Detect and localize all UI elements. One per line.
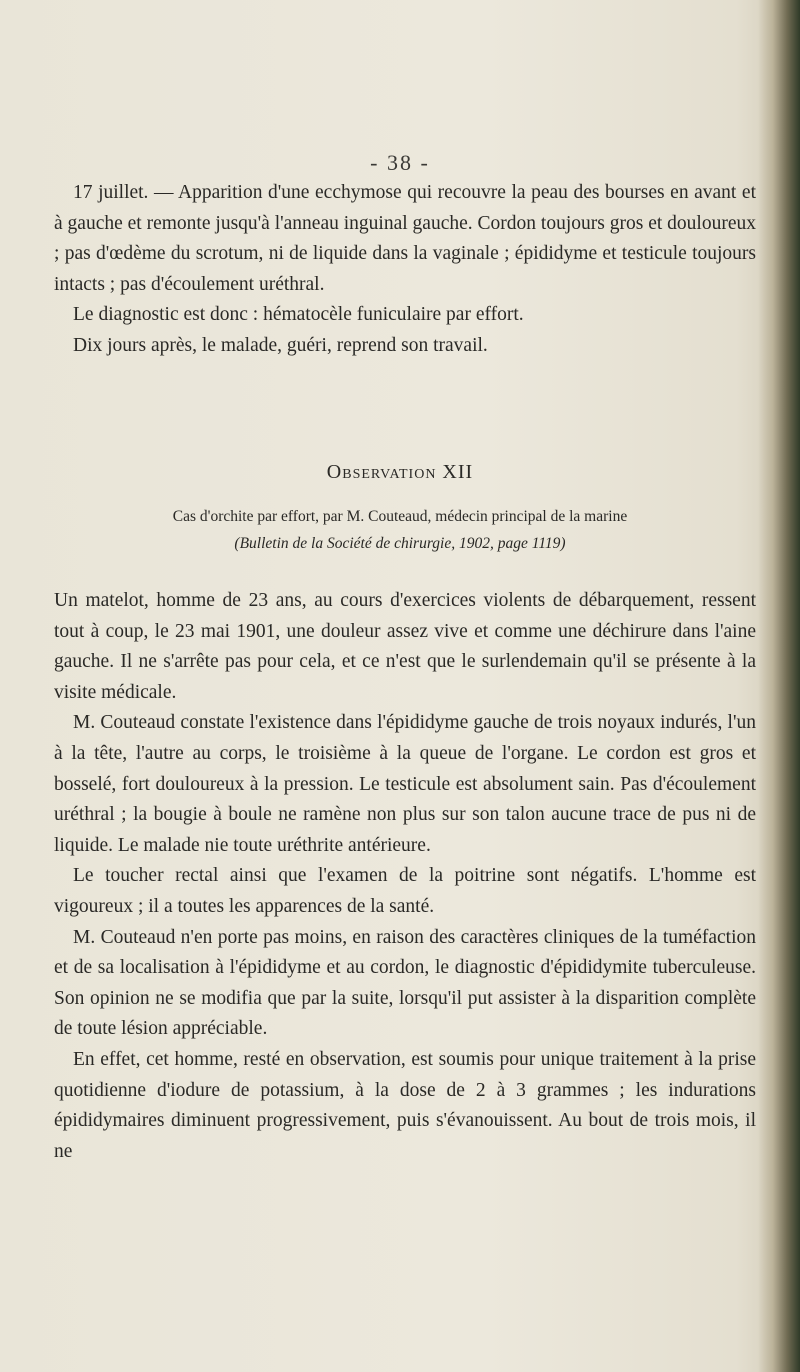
intro-text bbox=[54, 178, 756, 362]
body-paragraph: Un matelot, homme de 23 ans, au cours d'exercices violents de débarquement, ressent tout à coup, le 23 mai 1901, une douleur assez vive et comme une déchirure dans l'aine gauche. Il ne s'arrête pas pour cela, et ce n'est que le surlendemain qu'il se présente à la visite médicale. bbox=[54, 590, 756, 703]
intro-paragraph: Dix jours après, le malade, guéri, reprend son travail. bbox=[73, 334, 488, 356]
observation-reference: (Bulletin de la Société de chirurgie, 1902, page 1119) bbox=[234, 535, 566, 552]
body-paragraph: M. Couteaud n'en porte pas moins, en raison des caractères cliniques de la tuméfaction et de sa localisation à l'épididyme et au cordon, le diagnostic d'épididymite tuberculeuse. Son opinion ne se modifia que par la suite, lorsqu'il put assister à la disparition complète de toute lésion appréciable. bbox=[54, 926, 756, 1040]
page-number: - 38 - bbox=[370, 150, 430, 175]
body-paragraph: M. Couteaud constate l'existence dans l'épididyme gauche de trois noyaux indurés, l'un à la tête, l'autre au corps, le troisième à la queue de l'organe. Le cordon est gros et bosselé, fort douloureux à la pression. Le testicule est absolument sain. Pas d'écoulement uréthral ; la bougie à boule ne ramène non plus sur son talon aucune trace de pus ni de liquide. Le malade nie toute uréthrite antérieure. bbox=[54, 712, 756, 856]
body-text bbox=[54, 586, 756, 1167]
intro-paragraph: 17 juillet. — Apparition d'une ecchymose qui recouvre la peau des bourses en avant et à gauche et remonte jusqu'à l'anneau inguinal gauche. Cordon toujours gros et douloureux ; pas d'œdème du scrotum, ni de liquide dans la vaginale ; épididyme et testicule toujours intacts ; pas d'écoulement uréthral. bbox=[54, 182, 756, 295]
body-paragraph: En effet, cet homme, resté en observation, est soumis pour unique traitement à la prise quotidienne d'iodure de potassium, à la dose de 2 à 3 grammes ; les indurations épididymaires diminuent progressivement, puis s'évanouissent. Au bout de trois mois, il ne bbox=[54, 1048, 756, 1162]
intro-paragraph: Le diagnostic est donc : hématocèle funiculaire par effort. bbox=[73, 304, 524, 326]
observation-title: Observation XII bbox=[326, 461, 474, 483]
observation-subtitle: Cas d'orchite par effort, par M. Couteaud, médecin principal de la marine bbox=[172, 508, 628, 525]
body-paragraph: Le toucher rectal ainsi que l'examen de la poitrine sont négatifs. L'homme est vigoureux ; il a toutes les apparences de la santé. bbox=[54, 865, 756, 917]
page-edge-shadow bbox=[758, 0, 800, 1372]
